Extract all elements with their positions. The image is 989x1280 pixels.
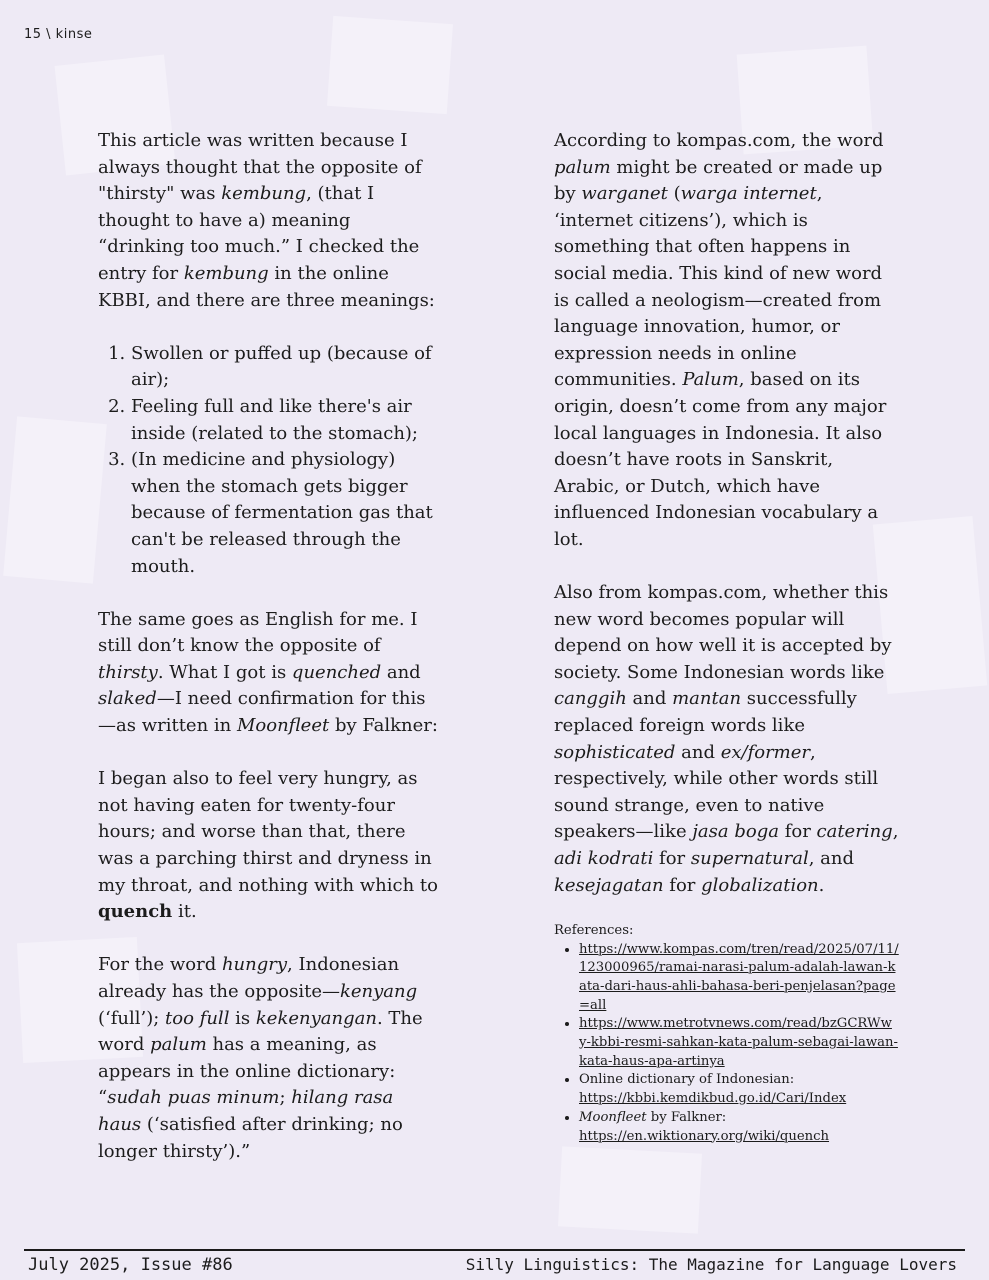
list-item: 3. (In medicine and physiology) when the stomach gets bigger because of fermentation gas that can't be released through the mouth. [131, 447, 438, 580]
reference-link-kompas[interactable]: https://www.kompas.com/tren/read/2025/07/11/123000965/ramai-narasi-palum-adalah-lawan-kata-dari-haus-ahli-bahasa-beri-penjelasan?page=all [579, 941, 899, 1013]
page-header: 15 \ kinse [24, 27, 93, 42]
neologism-paragraph: According to kompas.com, the word palum might be created or made up by warganet (warga internet, ‘internet citizens’), which is something that often happens in social media. This kind of new word is called a neologism—created from language innovation, humor, or expression needs in online communities. Palum, based on its origin, doesn’t come from any major local languages in Indonesia. It also doesn’t have roots in Sanskrit, Arabic, or Dutch, which have influenced Indonesian vocabulary a lot. [554, 130, 887, 550]
right-column [554, 128, 899, 1146]
palum-definition-paragraph: For the word hungry, Indonesian already has the opposite—kenyang (‘full’); too full is kekenyangan. The word palum has a meaning, as appears in the online dictionary: “sudah puas minum; hilang rasa haus (‘satisfied after drinking; no longer thirsty’).” [98, 954, 423, 1162]
reference-item [579, 941, 899, 1016]
reference-label-italic: Moonfleet [579, 1109, 647, 1125]
moonfleet-quote: I began also to feel very hungry, as not having eaten for twenty-four hours; and worse than that, there was a parching thirst and dryness in my throat, and nothing with which to quench it. [98, 768, 438, 923]
reference-item [579, 1109, 899, 1146]
list-item: 2. Feeling full and like there's air inside (related to the stomach); [131, 394, 438, 447]
references-title: References: [554, 922, 634, 938]
left-column [98, 128, 438, 1192]
reference-label: by Falkner: [646, 1109, 727, 1125]
footer-issue: July 2025, Issue #86 [28, 1255, 233, 1275]
reference-link-kbbi[interactable]: https://kbbi.kemdikbud.go.id/Cari/Index [579, 1091, 847, 1107]
intro-paragraph: This article was written because I always thought that the opposite of "thirsty" was kembung, (that I thought to have a) meaning “drinking too much.” I checked the entry for kembung in the online KBBI, and there are three meanings: [98, 130, 435, 311]
meanings-list [98, 341, 438, 580]
reference-link-metrotvnews[interactable]: https://www.metrotvnews.com/read/bzGCRWwy-kbbi-resmi-sahkan-kata-palum-sebagai-lawan-kata-haus-apa-artinya [579, 1016, 898, 1069]
list-item: 1. Swollen or puffed up (because of air); [131, 341, 438, 394]
comparison-paragraph: The same goes as English for me. I still don’t know the opposite of thirsty. What I got is quenched and slaked—I need confirmation for this—as written in Moonfleet by Falkner: [98, 608, 438, 737]
references-section [554, 922, 899, 1146]
popularity-paragraph: Also from kompas.com, whether this new word becomes popular will depend on how well it is accepted by society. Some Indonesian words like canggih and mantan successfully replaced foreign words like sophisticated and ex/former, respectively, while other words still sound strange, even to native speakers—like jasa boga for catering, adi kodrati for supernatural, and kesejagatan for globalization. [554, 582, 899, 896]
background-tile [3, 416, 107, 583]
footer-divider [24, 1249, 965, 1251]
reference-label: Online dictionary of Indonesian: [579, 1072, 795, 1088]
background-tile [558, 1146, 702, 1233]
reference-link-wiktionary[interactable]: https://en.wiktionary.org/wiki/quench [579, 1128, 830, 1144]
reference-item [579, 1071, 899, 1108]
footer-magazine-title: Silly Linguistics: The Magazine for Language Lovers [465, 1255, 957, 1274]
background-tile [327, 16, 453, 114]
reference-item [579, 1015, 899, 1071]
references-list [554, 941, 899, 1147]
